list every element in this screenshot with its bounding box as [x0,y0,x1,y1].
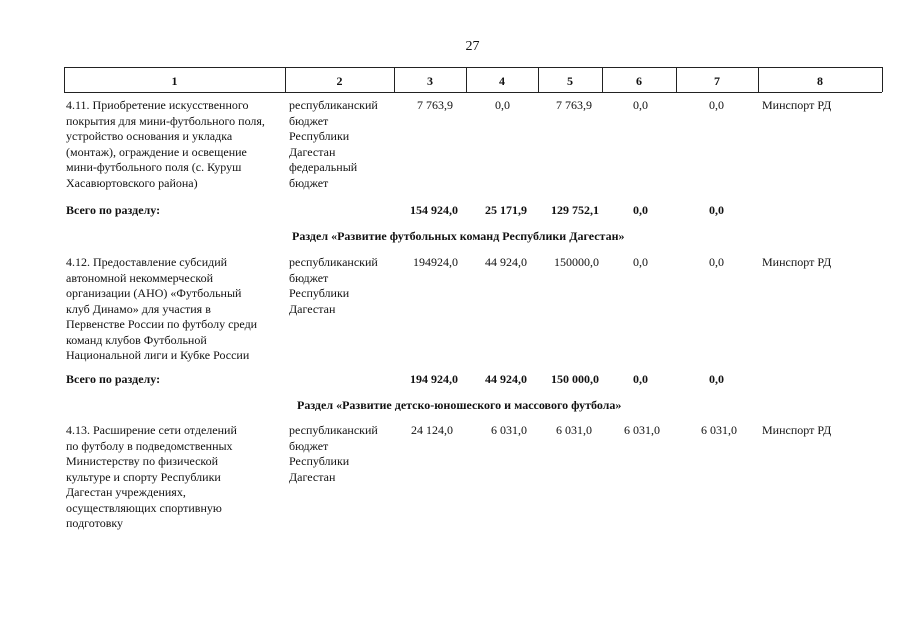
row-value-col6: 6 031,0 [624,423,660,437]
row-value-col6: 0,0 [633,98,648,112]
row-value-col3: 194924,0 [413,255,458,269]
row-value-col5: 7 763,9 [556,98,592,112]
column-header-7: 7 [714,74,720,88]
section-total-label: Всего по разделу: [66,372,161,386]
row-value-col6: 0,0 [633,255,648,269]
column-header-5: 5 [567,74,573,88]
header-bottom-border [64,92,882,93]
row-description: 4.12. Предоставление субсидий автономной некоммерческой организации (АНО) «Футбольный клуб Динамо» для участия в Первенстве России по футболу среди команд клубов Футбольной Национальной лиги и Кубке России [66,255,258,362]
column-header-6: 6 [636,74,642,88]
column-header-4: 4 [499,74,505,88]
row-description: 4.13. Расширение сети отделений по футболу в подведомственных Министерству по физической культуре и спорту Республики Дагестан учреждениях, осуществляющих спортивную подготовку [66,423,237,530]
row-description: 4.11. Приобретение искусственного покрытия для мини-футбольного поля, устройство основания и укладка (монтаж), ограждение и освещение мини-футбольного поля (с. Куруш Хасавюртовского района) [66,98,265,190]
total-value-col5: 150 000,0 [551,372,599,386]
column-header-8: 8 [817,74,823,88]
row-value-col4: 44 924,0 [485,255,527,269]
row-executor: Минспорт РД [762,423,832,437]
total-value-col7: 0,0 [709,372,724,386]
row-value-col7: 0,0 [709,98,724,112]
total-value-col3: 154 924,0 [410,203,458,217]
total-value-col4: 25 171,9 [485,203,527,217]
row-value-col5: 150000,0 [554,255,599,269]
total-value-col5: 129 752,1 [551,203,599,217]
row-value-col7: 6 031,0 [701,423,737,437]
row-funding-source: республиканский бюджет Республики Дагестан федеральный бюджет [289,98,378,190]
total-value-col3: 194 924,0 [410,372,458,386]
row-value-col5: 6 031,0 [556,423,592,437]
column-header-2: 2 [336,74,343,88]
page-number: 27 [465,39,480,54]
row-value-col4: 0,0 [495,98,510,112]
section-total-label: Всего по разделу: [66,203,161,217]
row-funding-source: республиканский бюджет Республики Дагестан [289,423,378,484]
total-value-col6: 0,0 [633,372,648,386]
row-value-col4: 6 031,0 [491,423,527,437]
row-executor: Минспорт РД [762,98,832,112]
section-heading: Раздел «Развитие детско-юношеского и массового футбола» [297,398,622,412]
total-value-col4: 44 924,0 [485,372,527,386]
row-value-col7: 0,0 [709,255,724,269]
total-value-col7: 0,0 [709,203,724,217]
column-header-3: 3 [427,74,433,88]
table-top-border [64,67,882,68]
row-executor: Минспорт РД [762,255,832,269]
total-value-col6: 0,0 [633,203,648,217]
row-funding-source: республиканский бюджет Республики Дагестан [289,255,378,316]
column-header-1: 1 [171,74,178,88]
section-heading: Раздел «Развитие футбольных команд Республики Дагестан» [292,229,625,243]
row-value-col3: 24 124,0 [411,423,453,437]
row-value-col3: 7 763,9 [417,98,453,112]
header-divider [882,67,883,92]
